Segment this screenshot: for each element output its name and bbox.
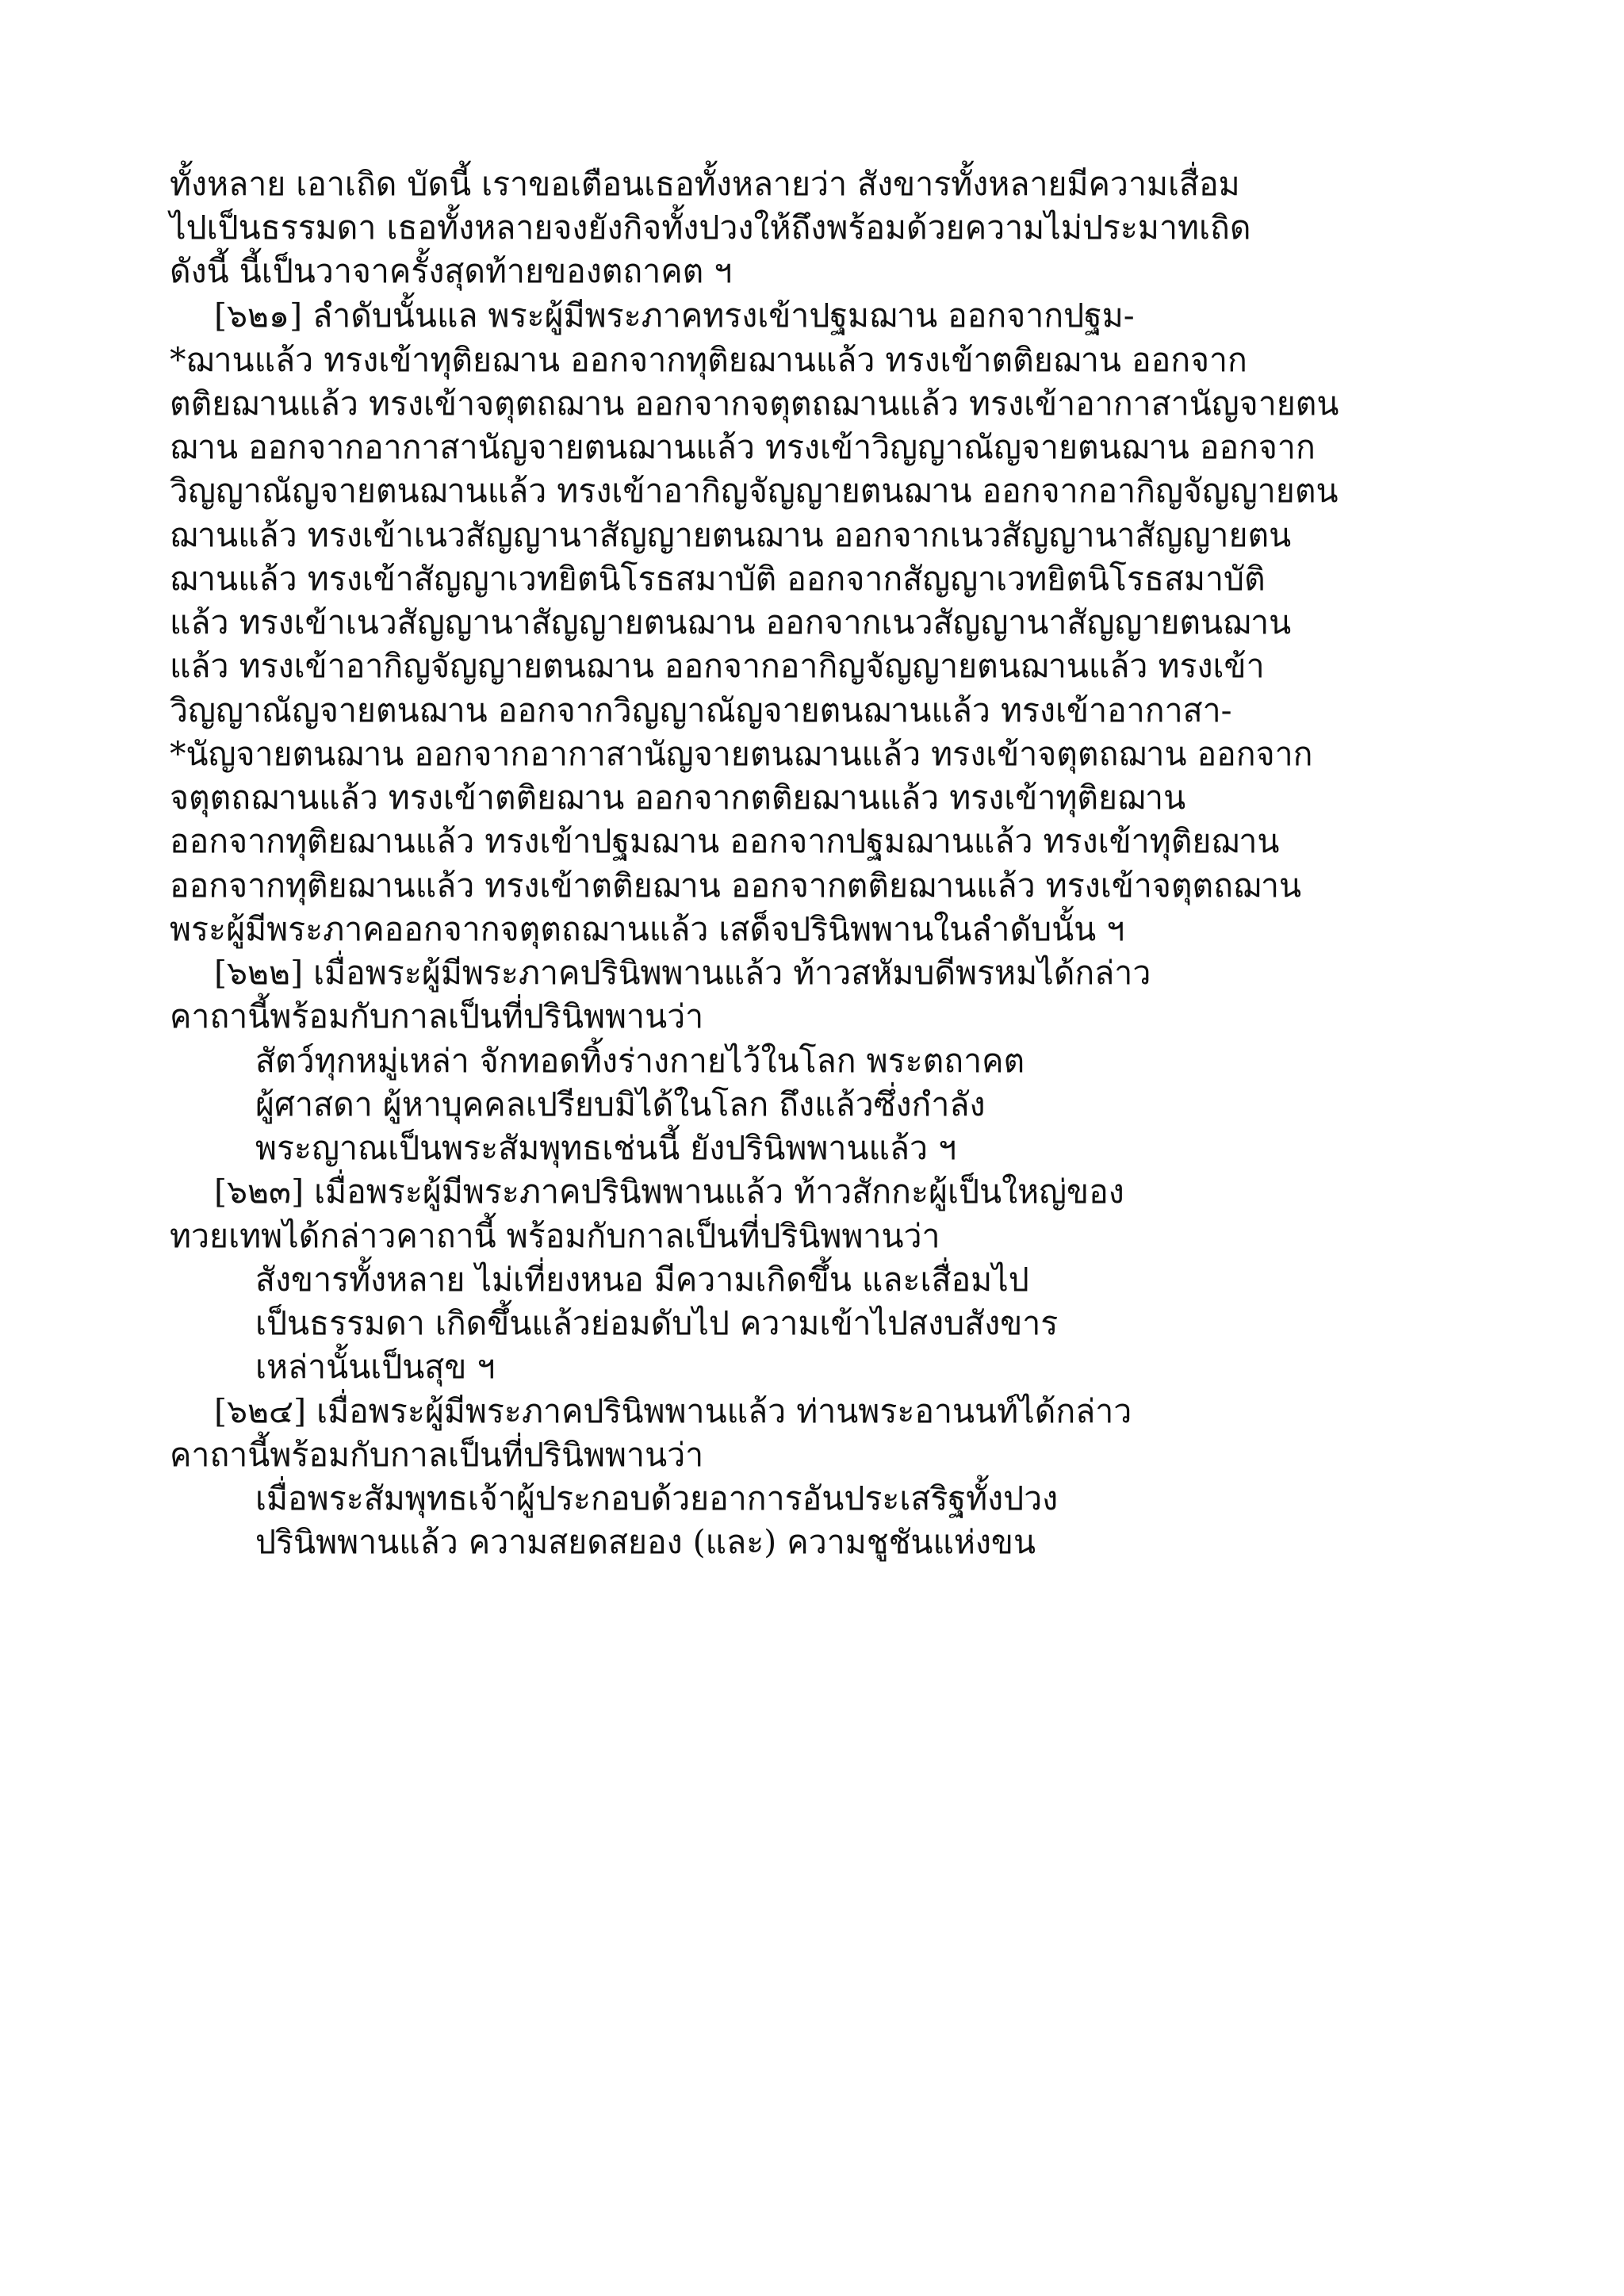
paragraph-623-start: [๖๒๓] เมื่อพระผู้มีพระภาคปรินิพพานแล้ว ท้าวสักกะผู้เป็นใหญ่ของ: [214, 1173, 1124, 1211]
text-line: ฌานแล้ว ทรงเข้าสัญญาเวทยิตนิโรธสมาบัติ ออกจากสัญญาเวทยิตนิโรธสมาบัติ: [170, 560, 1266, 598]
text-line: คาถานี้พร้อมกับกาลเป็นที่ปรินิพพานว่า: [170, 1436, 704, 1474]
verse-line: ปรินิพพานแล้ว ความสยดสยอง (และ) ความชูชันแห่งขน: [255, 1523, 1036, 1561]
text-line: แล้ว ทรงเข้าเนวสัญญานาสัญญายตนฌาน ออกจากเนวสัญญานาสัญญายตนฌาน: [170, 603, 1292, 641]
paragraph-624-start: [๖๒๔] เมื่อพระผู้มีพระภาคปรินิพพานแล้ว ท่านพระอานนท์ได้กล่าว: [214, 1392, 1132, 1430]
text-line: ออกจากทุติยฌานแล้ว ทรงเข้าตติยฌาน ออกจากตติยฌานแล้ว ทรงเข้าจตุตถฌาน: [170, 867, 1302, 905]
text-line: ฌานแล้ว ทรงเข้าเนวสัญญานาสัญญายตนฌาน ออกจากเนวสัญญานาสัญญายตน: [170, 516, 1292, 554]
verse-line: สัตว์ทุกหมู่เหล่า จักทอดทิ้งร่างกายไว้ในโลก พระตถาคต: [255, 1042, 1025, 1080]
text-line: จตุตถฌานแล้ว ทรงเข้าตติยฌาน ออกจากตติยฌานแล้ว ทรงเข้าทุติยฌาน: [170, 779, 1186, 817]
text-line: ไปเป็นธรรมดา เธอทั้งหลายจงยังกิจทั้งปวงให้ถึงพร้อมด้วยความไม่ประมาทเถิด: [170, 209, 1251, 247]
text-line: *ฌานแล้ว ทรงเข้าทุติยฌาน ออกจากทุติยฌานแล้ว ทรงเข้าตติยฌาน ออกจาก: [170, 341, 1247, 379]
text-line: วิญญาณัญจายตนฌานแล้ว ทรงเข้าอากิญจัญญายตนฌาน ออกจากอากิญจัญญายตน: [170, 472, 1339, 510]
text-line: ดังนี้ นี้เป็นวาจาครั้งสุดท้ายของตถาคต ฯ: [170, 252, 733, 290]
paragraph-622-start: [๖๒๒] เมื่อพระผู้มีพระภาคปรินิพพานแล้ว ท้าวสหัมบดีพรหมได้กล่าว: [214, 954, 1151, 992]
text-line: แล้ว ทรงเข้าอากิญจัญญายตนฌาน ออกจากอากิญจัญญายตนฌานแล้ว ทรงเข้า: [170, 647, 1265, 685]
text-line: ทวยเทพได้กล่าวคาถานี้ พร้อมกับกาลเป็นที่ปรินิพพานว่า: [170, 1217, 940, 1255]
paragraph-621-start: [๖๒๑] ลำดับนั้นแล พระผู้มีพระภาคทรงเข้าปฐมฌาน ออกจากปฐม-: [214, 297, 1135, 335]
verse-line: พระญาณเป็นพระสัมพุทธเช่นนี้ ยังปรินิพพานแล้ว ฯ: [255, 1129, 957, 1167]
text-line: ออกจากทุติยฌานแล้ว ทรงเข้าปฐมฌาน ออกจากปฐมฌานแล้ว ทรงเข้าทุติยฌาน: [170, 822, 1280, 860]
verse-line: เป็นธรรมดา เกิดขึ้นแล้วย่อมดับไป ความเข้าไปสงบสังขาร: [255, 1304, 1059, 1342]
verse-line: สังขารทั้งหลาย ไม่เที่ยงหนอ มีความเกิดขึ้น และเสื่อมไป: [255, 1261, 1029, 1299]
text-line: พระผู้มีพระภาคออกจากจตุตถฌานแล้ว เสด็จปรินิพพานในลำดับนั้น ฯ: [170, 910, 1125, 948]
verse-line: เหล่านั้นเป็นสุข ฯ: [255, 1348, 496, 1386]
text-line: ฌาน ออกจากอากาสานัญจายตนฌานแล้ว ทรงเข้าวิญญาณัญจายตนฌาน ออกจาก: [170, 428, 1316, 466]
text-line: คาถานี้พร้อมกับกาลเป็นที่ปรินิพพานว่า: [170, 997, 704, 1035]
text-line: ทั้งหลาย เอาเถิด บัดนี้ เราขอเตือนเธอทั้งหลายว่า สังขารทั้งหลายมีความเสื่อม: [170, 165, 1240, 203]
verse-line: ผู้ศาสดา ผู้หาบุคคลเปรียบมิได้ในโลก ถึงแล้วซึ่งกำลัง: [255, 1085, 986, 1123]
text-line: ตติยฌานแล้ว ทรงเข้าจตุตถฌาน ออกจากจตุตถฌานแล้ว ทรงเข้าอากาสานัญจายตน: [170, 385, 1339, 423]
text-line: *นัญจายตนฌาน ออกจากอากาสานัญจายตนฌานแล้ว ทรงเข้าจตุตถฌาน ออกจาก: [170, 735, 1313, 773]
text-line: วิญญาณัญจายตนฌาน ออกจากวิญญาณัญจายตนฌานแล้ว ทรงเข้าอากาสา-: [170, 691, 1232, 729]
verse-line: เมื่อพระสัมพุทธเจ้าผู้ประกอบด้วยอาการอันประเสริฐทั้งปวง: [255, 1479, 1059, 1517]
